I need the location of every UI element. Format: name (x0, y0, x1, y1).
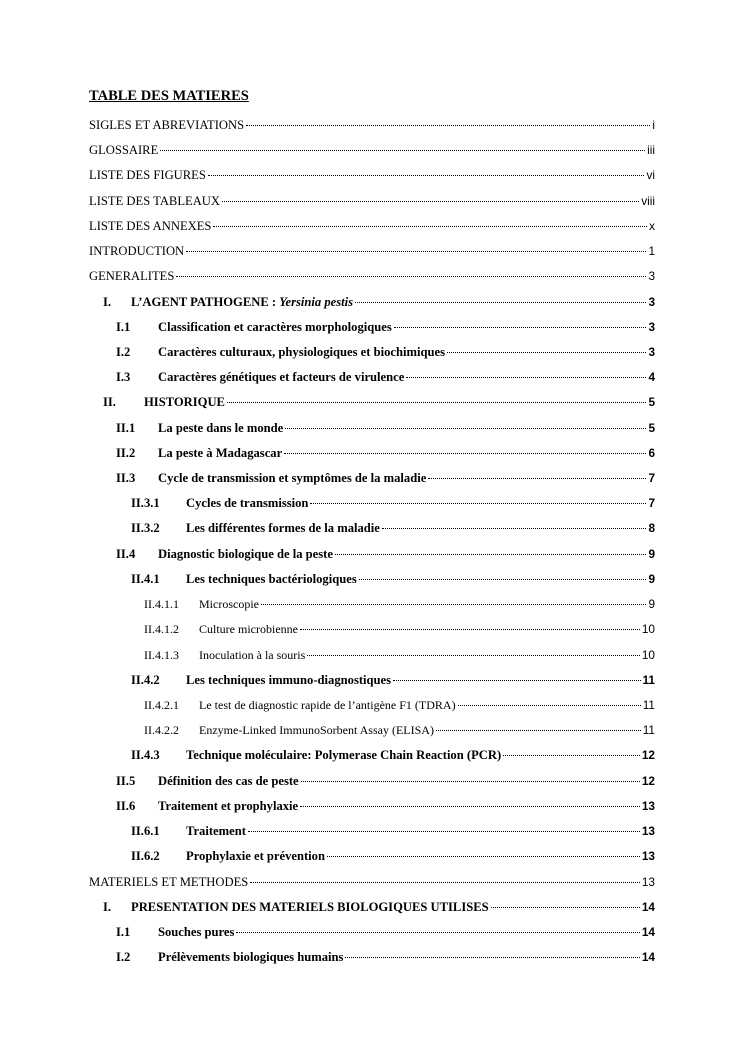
toc-entry[interactable] (116, 368, 655, 386)
dot-leader (250, 881, 640, 883)
toc-entry-page-number: 5 (648, 395, 655, 409)
toc-entry-number: II.4 (116, 547, 136, 561)
dot-leader (227, 401, 646, 403)
dot-leader (301, 780, 640, 782)
toc-entry[interactable] (131, 671, 655, 689)
toc-entry-number: II.4.2 (131, 673, 160, 687)
toc-entry-number: II.2 (116, 446, 136, 460)
toc-entry-label: L’AGENT PATHOGENE : Yersinia pestis (131, 295, 354, 309)
dot-leader (248, 830, 640, 832)
toc-entry-page-number: 12 (641, 748, 655, 762)
toc-entry-page-number: i (652, 118, 655, 132)
toc-entry-page-number: 9 (648, 572, 655, 586)
dot-leader (300, 805, 640, 807)
toc-entry-label: La peste à Madagascar (158, 446, 283, 460)
toc-entry-page-number: 14 (641, 925, 655, 939)
toc-entry[interactable] (144, 595, 655, 613)
toc-entry-page-number: 3 (648, 345, 655, 359)
toc-entry-number: II.4.2.1 (144, 698, 179, 712)
dot-leader (160, 149, 645, 151)
toc-entry[interactable] (131, 519, 655, 537)
dot-leader (307, 654, 640, 656)
toc-entry-number: II.5 (116, 774, 136, 788)
dot-leader (436, 729, 641, 731)
toc-entry-number: I.1 (116, 320, 131, 334)
toc-entry-page-number: 5 (648, 421, 655, 435)
toc-entry[interactable] (116, 545, 655, 563)
toc-entry-page-number: 9 (648, 597, 655, 611)
toc-entry[interactable] (144, 696, 655, 714)
dot-leader (222, 200, 639, 202)
toc-entry-number: II.4.1 (131, 572, 160, 586)
toc-entry-number: I.3 (116, 370, 131, 384)
toc-entry-label: Les techniques bactériologiques (186, 572, 357, 586)
toc-entry-page-number: 10 (641, 622, 655, 636)
toc-entry[interactable] (89, 141, 655, 159)
toc-entry-number: II.6.2 (131, 849, 160, 863)
toc-entry-page-number: 13 (641, 875, 655, 889)
toc-entry-label: GENERALITES (89, 269, 175, 283)
dot-leader (406, 376, 646, 378)
toc-entry-page-number: iii (647, 143, 655, 157)
dot-leader (246, 124, 650, 126)
toc-entry[interactable] (116, 469, 655, 487)
toc-entry[interactable] (116, 343, 655, 361)
toc-entry-label: Culture microbienne (199, 622, 298, 636)
dot-leader (335, 553, 647, 555)
dot-leader (285, 427, 646, 429)
toc-entry-page-number: 12 (641, 774, 655, 788)
toc-entry[interactable] (89, 217, 655, 235)
toc-entry-page-number: 1 (648, 244, 655, 258)
toc-entry-label: LISTE DES ANNEXES (89, 219, 212, 233)
dot-leader (394, 326, 647, 328)
toc-entry-label: Cycle de transmission et symptômes de la maladie (158, 471, 427, 485)
toc-entry-label: Les différentes formes de la maladie (186, 521, 380, 535)
toc-entry-number: II.3.1 (131, 496, 160, 510)
toc-entry-label: Classification et caractères morphologiques (158, 320, 392, 334)
toc-entry-page-number: 7 (648, 496, 655, 510)
toc-entry-page-number: 8 (648, 521, 655, 535)
toc-entry-page-number: 11 (642, 723, 655, 737)
toc-entry-number: II.3.2 (131, 521, 160, 535)
toc-entry-page-number: 4 (648, 370, 655, 384)
toc-entry-page-number: 11 (642, 673, 655, 687)
toc-entry-label-italic: Yersinia pestis (279, 295, 354, 309)
toc-entry-page-number: 11 (642, 698, 655, 712)
toc-entry-page-number: 13 (641, 824, 655, 838)
toc-entry-number: II.4.3 (131, 748, 160, 762)
toc-entry-label: Inoculation à la souris (199, 648, 306, 662)
toc-entry-label: Traitement (186, 824, 246, 838)
toc-entry-page-number: 3 (648, 295, 655, 309)
toc-entry[interactable] (103, 898, 655, 916)
toc-entry-page-number: 13 (641, 799, 655, 813)
toc-entry-number: I.2 (116, 950, 131, 964)
toc-entry-number: II.6.1 (131, 824, 160, 838)
toc-entry[interactable] (103, 293, 655, 311)
toc-entry-number: I. (103, 900, 112, 914)
toc-entry-page-number: 10 (641, 648, 655, 662)
dot-leader (186, 250, 646, 252)
toc-entry-label: INTRODUCTION (89, 244, 185, 258)
toc-entry-page-number: 7 (648, 471, 655, 485)
dot-leader (458, 704, 641, 706)
toc-entry-label: Définition des cas de peste (158, 774, 299, 788)
toc-entry-label: Prélèvements biologiques humains (158, 950, 344, 964)
toc-entry[interactable] (144, 646, 655, 664)
toc-entry-page-number: 6 (648, 446, 655, 460)
toc-entry-number: II. (103, 395, 116, 409)
toc-entry[interactable] (89, 267, 655, 285)
dot-leader (359, 578, 647, 580)
toc-entry-number: II.4.2.2 (144, 723, 179, 737)
toc-entry[interactable] (131, 847, 655, 865)
toc-entry-page-number: viii (641, 194, 655, 208)
toc-entry-label: LISTE DES TABLEAUX (89, 194, 220, 208)
dot-leader (447, 351, 646, 353)
toc-entry-number: I. (103, 295, 112, 309)
dot-leader (503, 754, 640, 756)
toc-entry[interactable] (116, 444, 655, 462)
dot-leader (176, 275, 646, 277)
dot-leader (345, 956, 639, 958)
toc-entry-label: LISTE DES FIGURES (89, 168, 206, 182)
toc-entry[interactable] (131, 822, 655, 840)
toc-entry-label: Technique moléculaire: Polymerase Chain Reaction (PCR) (186, 748, 502, 762)
toc-entry-number: I.1 (116, 925, 131, 939)
dot-leader (393, 679, 640, 681)
toc-entry-label: Traitement et prophylaxie (158, 799, 299, 813)
toc-entry-label: Caractères culturaux, physiologiques et biochimiques (158, 345, 445, 359)
toc-entry[interactable] (144, 620, 655, 638)
dot-leader (284, 452, 646, 454)
toc-entry-page-number: 9 (648, 547, 655, 561)
dot-leader (213, 225, 647, 227)
toc-entry-label: La peste dans le monde (158, 421, 284, 435)
toc-entry-label: GLOSSAIRE (89, 143, 159, 157)
toc-entry-label: PRESENTATION DES MATERIELS BIOLOGIQUES UTILISES (131, 900, 489, 914)
toc-entry-number: II.1 (116, 421, 136, 435)
dot-leader (236, 931, 639, 933)
toc-entry-label: Microscopie (199, 597, 259, 611)
toc-entry[interactable] (103, 393, 655, 411)
toc-entry-page-number: 14 (641, 950, 655, 964)
page-title: TABLE DES MATIERES (89, 88, 249, 104)
toc-entry-label: Le test de diagnostic rapide de l’antigène F1 (TDRA) (199, 698, 456, 712)
dot-leader (428, 477, 646, 479)
toc-entry-page-number: x (649, 219, 655, 233)
toc-entry-label: HISTORIQUE (144, 395, 225, 409)
dot-leader (261, 603, 646, 605)
toc-entry-page-number: 3 (648, 320, 655, 334)
toc-entry[interactable] (116, 923, 655, 941)
toc-entry[interactable] (116, 797, 655, 815)
toc-entry-number: I.2 (116, 345, 131, 359)
toc-entry[interactable] (89, 873, 655, 891)
toc-entry-label: Caractères génétiques et facteurs de virulence (158, 370, 405, 384)
toc-entry-page-number: vi (646, 168, 655, 182)
dot-leader (491, 906, 640, 908)
dot-leader (300, 628, 640, 630)
toc-entry[interactable] (116, 419, 655, 437)
toc-entry[interactable] (89, 242, 655, 260)
toc-entry-label: Cycles de transmission (186, 496, 309, 510)
toc-entry-number: II.3 (116, 471, 136, 485)
dot-leader (382, 527, 647, 529)
toc-entry[interactable] (116, 318, 655, 336)
toc-entry-label: Prophylaxie et prévention (186, 849, 325, 863)
toc-entry-number: II.6 (116, 799, 136, 813)
toc-entry[interactable] (116, 948, 655, 966)
toc-entry-label: Diagnostic biologique de la peste (158, 547, 333, 561)
toc-entry-label: Les techniques immuno-diagnostiques (186, 673, 392, 687)
dot-leader (327, 855, 640, 857)
toc-entry-label: SIGLES ET ABREVIATIONS (89, 118, 245, 132)
toc-entry-number: II.4.1.2 (144, 622, 179, 636)
toc-entry-number: II.4.1.1 (144, 597, 179, 611)
dot-leader (310, 502, 646, 504)
toc-entry-page-number: 3 (648, 269, 655, 283)
toc-entry[interactable] (131, 494, 655, 512)
toc-entry[interactable] (131, 746, 655, 764)
dot-leader (208, 174, 645, 176)
toc-entry[interactable] (116, 772, 655, 790)
toc-entry[interactable] (89, 192, 655, 210)
toc-entry-label: Souches pures (158, 925, 235, 939)
dot-leader (355, 301, 646, 303)
toc-entry-label: Enzyme-Linked ImmunoSorbent Assay (ELISA) (199, 723, 434, 737)
toc-entry-number: II.4.1.3 (144, 648, 179, 662)
toc-entry[interactable] (131, 570, 655, 588)
toc-entry-page-number: 13 (641, 849, 655, 863)
toc-entry-label: MATERIELS ET METHODES (89, 875, 249, 889)
toc-entry[interactable] (89, 116, 655, 134)
toc-entry[interactable] (144, 721, 655, 739)
toc-entry[interactable] (89, 166, 655, 184)
toc-entry-page-number: 14 (641, 900, 655, 914)
